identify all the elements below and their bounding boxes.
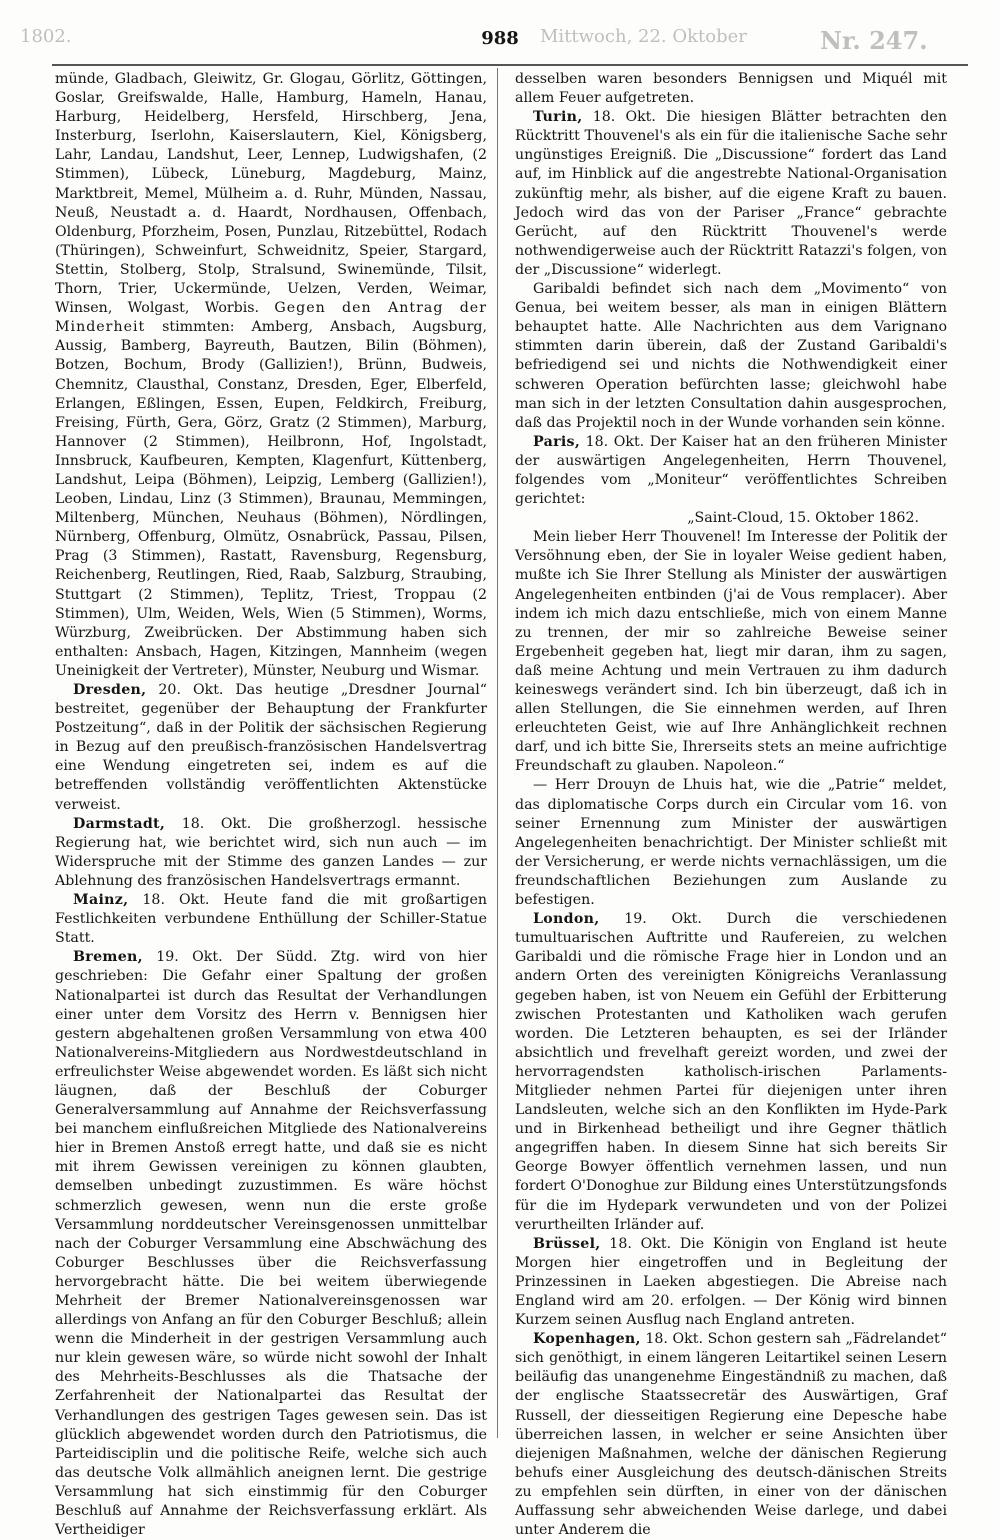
article-turin xyxy=(515,108,947,280)
dateline-darmstadt: Darmstadt, xyxy=(73,815,166,832)
article-drouyn: — Herr Drouyn de Lhuis hat, wie die „Patrie“ meldet, das diplomatische Corps durch ein Circular vom 16. von seiner Ernennung zum Minister der auswärtigen Angelegenheiten benachrichtigt. Der Minister schließt mit der Versicherung, er werde nichts vernachlässigen, um die freundschaftlichen Beziehungen zum Auslande zu befestigen. xyxy=(515,777,947,909)
article-london xyxy=(515,910,947,1235)
letter-place-date: „Saint-Cloud, 15. Oktober 1862. xyxy=(687,510,919,527)
article-dresden xyxy=(55,681,487,815)
article-turin-text: 18. Okt. Die hiesigen Blätter betrachten den Rücktritt Thouvenel's als ein für die italienische Sache sehr ungünstiges Ereigniß. Die „Discussione“ fordert das Land auf, im Hinblick auf die angestrebte National-Organisation zukünftig mehr, als bisher, auf die eigene Kraft zu bauen. Jedoch wird das von der Pariser „France“ gebrachte Gerücht, auf den Rücktritt Thouvenel's werde nothwendigerweise auch der Rücktritt Ratazzi's folgen, von der „Discussione“ widerlegt. xyxy=(515,109,948,278)
article-bremen-text: 19. Okt. Der Südd. Ztg. wird von hier geschrieben: Die Gefahr einer Spaltung der großen Nationalpartei ist durch das Resultat der Verhandlungen einer unter dem Vorsitz des Herrn v. Bennigsen hier gestern abgehaltenen großen Versammlung von etwa 400 Nationalvereins-Mitgliedern aus Nordwestdeutschland in erfreulichster Weise abgewendet worden. Es läßt sich nicht läugnen, daß der Beschluß der Coburger Generalversammlung auf Annahme der Reichsverfassung bei manchem einflußreichen Mitgliede des Nationalvereins hier in Bremen Anstoß erregt hatte, und daß sie es nicht mit ihrem Gewissen vereinigen zu können glaubten, demselben unbedingt zuzustimmen. Es wäre höchst schmerzlich gewesen, wenn nun die erste große Versammlung norddeutscher Vereinsgenossen unmittelbar nach der Coburger Versammlung eine Abschwächung des Coburger Beschlusses über die Reichsverfassung hervorgebracht hätte. Die bei weitem überwiegende Mehrheit der Bremer Nationalvereinsgenossen war allerdings von Anfang an für den Coburger Beschluß; allein wenn die Minderheit in der gestrigen Versammlung auch nur klein gewesen wäre, so würde nicht sowohl der Inhalt des Mehrheits-Beschlusses als die Thatsache der Zerfahrenheit der Nationalpartei das Resultat der Verhandlungen des gestrigen Tages gewesen sein. Das ist glücklich abgewendet worden durch den Patriotismus, die Parteidisciplin und die politische Reife, welche sich auch das deutsche Volk allmählich aneignen lernt. Die gestrige Versammlung hat sich einstimmig für den Coburger Beschluß auf Annahme der Reichsverfassung erklärt. Als Vertheidiger xyxy=(55,949,487,1539)
dateline-mainz: Mainz, xyxy=(73,892,129,909)
dateline-bremen: Bremen, xyxy=(73,949,143,966)
dateline-paris: Paris, xyxy=(533,433,581,450)
dateline-copenhagen: Kopenhagen, xyxy=(533,1331,641,1348)
left-column xyxy=(55,70,487,1540)
header-rule xyxy=(52,64,968,66)
minority-vote-lead: Gegen den Antrag der Minderheit xyxy=(55,300,487,336)
article-garibaldi: Garibaldi befindet sich nach dem „Movimento“ von Genua, bei weitem besser, als man in einigen Blättern behauptet hatte. Alle Nachrichten aus dem Varignano stimmten darin überein, daß der Zustand Garibaldi's befriedigend sei und nichts die Nothwendigkeit einer schweren Operation befürchten lasse; gleichwohl habe man sich in der letzten Consultation dahin ausgesprochen, daß das Projektil noch in der Wunde vorhanden sein könne. xyxy=(515,281,947,431)
article-mainz xyxy=(55,891,487,948)
imperial-letter xyxy=(515,528,947,776)
letter-signature: Napoleon.“ xyxy=(703,758,785,775)
vote-list-text: münde, Gladbach, Gleiwitz, Gr. Glogau, Görlitz, Göttingen, Goslar, Greifswalde, Halle, Hamburg, Hameln, Hanau, Harburg, Heidelberg, Hersfeld, Hirschberg, Jena, Insterburg, Iserlohn, Kaiserslautern, Kiel, Königsberg, Lahr, Landau, Landshut, Leer, Lennep, Ludwigshafen, (2 Stimmen), Lübeck, Lüneburg, Magdeburg, Mainz, Marktbreit, Memel, Mülheim a. d. Ruhr, Münden, Nassau, Neuß, Neustadt a. d. Haardt, Nordhausen, Offenbach, Oldenburg, Pforzheim, Posen, Punzlau, Ritzebüttel, Rodach (Thüringen), Schweinfurt, Schweidnitz, Speier, Stargard, Stettin, Stolberg, Stolp, Stralsund, Swinemünde, Tilsit, Thorn, Trier, Uckermünde, Uelzen, Verden, Weimar, Winsen, Wolgast, Worbis. xyxy=(55,71,487,317)
vote-list-paragraph xyxy=(55,70,487,681)
page-number: 988 xyxy=(481,28,519,49)
article-darmstadt-text: 18. Okt. Die großherzogl. hessische Regierung hat, wie berichtet wird, sich nun auch — im Widerspruche mit der Stimme des ganzen Landes — zur Ablehnung des französischen Handelsvertrags ermannt. xyxy=(55,815,487,889)
article-dresden-text: 20. Okt. Das heutige „Dresdner Journal“ bestreitet, gegenüber der Behauptung der Frankfurter Postzeitung“, daß in der Politik der sächsischen Regierung in Bezug auf den preußisch-französischen Handelsvertrag eine Wendung eingetreten sei, indem es auf die betreffenden vollständig veröffentlichten Aktenstücke verweist. xyxy=(55,682,487,813)
article-copenhagen xyxy=(515,1330,947,1540)
article-bremen-continued: desselben waren besonders Bennigsen und Miquél mit allem Feuer aufgetreten. xyxy=(515,71,947,107)
article-darmstadt xyxy=(55,815,487,891)
bleed-through-issue: Nr. 247. xyxy=(820,26,928,55)
right-column xyxy=(515,70,947,1540)
article-paris-text: 18. Okt. Der Kaiser hat an den früheren Minister der auswärtigen Angelegenheiten, Herrn Thouvenel, folgendes vom „Moniteur“ veröffentlichtes Schreiben gerichtet: xyxy=(515,433,947,508)
column-divider xyxy=(497,68,498,1438)
imperial-letter-text: Mein lieber Herr Thouvenel! Im Interesse der Politik der Versöhnung eben, der Sie in loyaler Weise gedient haben, mußte ich Sie Ihrer Stellung als Minister der auswärtigen Angelegenheiten entbinden (j'ai de Vous remplacer). Aber indem ich mich dazu entschließe, mich von einem Manne zu trennen, der mir so zahlreiche Beweise seiner Ergebenheit gegeben hat, liegt mir daran, ihm zu sagen, daß meine Achtung und mein Vertrauen zu ihm dadurch keineswegs verändert sind. Ich bin überzeugt, daß ich in allen Stellungen, die Sie einnehmen werden, auf Ihren erleuchteten Geist, wie auf Ihre Anhänglichkeit rechnen darf, und ich bitte Sie, Ihrerseits stets an meine aufrichtige Freundschaft zu glauben. xyxy=(515,529,947,775)
article-london-text: 19. Okt. Durch die verschiedenen tumultuarischen Auftritte und Raufereien, zu welchen Garibaldi und die römische Frage hier in London und an andern Orten des vereinigten Königreichs Veranlassung gegeben haben, ist von Neuem ein Gefühl der Erbitterung zwischen Protestanten und Katholiken wach gerufen worden. Die Letzteren behaupten, es sei der Irländer absichtlich und frevelhaft gereizt worden, und zwei der hervorragendsten katholisch-irischen Parlaments-Mitglieder nehmen Partei für diejenigen unter ihren Landsleuten, welche sich an den Konflikten im Hyde-Park und in Birkenhead betheiligt und ihre Gegner thätlich angegriffen haben. In diesem Sinne hat sich bereits Sir George Bowyer öffentlich vernehmen lassen, und nun fordert O'Donoghue zur Bildung eines Unterstützungsfonds für die im Hydepark verwundeten und von der Polizei verurtheilten Irländer auf. xyxy=(515,911,948,1233)
article-bremen xyxy=(55,948,487,1540)
dateline-london: London, xyxy=(533,911,600,928)
article-brussels xyxy=(515,1235,947,1330)
article-brussels-text: 18. Okt. Die Königin von England ist heute Morgen hier eingetroffen und in Begleitung der Prinzessinen in Laeken abgestiegen. Die Abreise nach England wird am 20. erfolgen. — Der König wird binnen Kurzem seinen Ausflug nach England antreten. xyxy=(515,1235,947,1329)
bleed-through-year: 1802. xyxy=(20,26,72,47)
bleed-through-date: Mittwoch, 22. Oktober xyxy=(540,26,747,47)
article-mainz-text: 18. Okt. Heute fand die mit großartigen Festlichkeiten verbundene Enthüllung der Schiller-Statue Statt. xyxy=(55,892,487,947)
dateline-dresden: Dresden, xyxy=(73,682,147,698)
dateline-turin: Turin, xyxy=(533,109,583,126)
article-copenhagen-text: 18. Okt. Schon gestern sah „Fädrelandet“ sich genöthigt, in einem längeren Leitartikel seinen Lesern beiläufig das unangenehme Eingeständniß zu machen, daß der englische Staatssecretär des Auswärtigen, Graf Russell, der diesseitigen Regierung eine Depesche habe überreichen lassen, in welcher er seine Ansichten über diejenigen Maßnahmen, welche der dänischen Regierung behufs einer Ausgleichung des deutsch-dänischen Streits zu empfehlen sein dürften, in einer von der dänischen Auffassung sehr abweichenden Weise darlege, und dabei unter Anderem die xyxy=(515,1331,948,1539)
page-header xyxy=(0,26,1000,60)
dateline-brussels: Brüssel, xyxy=(533,1235,601,1252)
minority-vote-text: stimmten: Amberg, Ansbach, Augsburg, Aussig, Bamberg, Bayreuth, Bautzen, Bilin (Böhmen), Botzen, Bochum, Brody (Gallizien!), Brünn, Budweis, Chemnitz, Clausthal, Constanz, Dresden, Eger, Elberfeld, Erlangen, Eßlingen, Essen, Eupen, Feldkirch, Freiburg, Freising, Fürth, Gera, Görz, Gratz (2 Stimmen), Marburg, Hannover (2 Stimmen), Heilbronn, Hof, Ingolstadt, Innsbruck, Kaufbeuren, Kempten, Klagenfurt, Küttenberg, Landshut, Leipa (Böhmen), Leipzig, Lemberg (Gallizien!), Leoben, Lindau, Linz (3 Stimmen), Braunau, Memmingen, Miltenberg, München, Neuhaus (Böhmen), Nördlingen, Nürnberg, Offenburg, Olmütz, Osnabrück, Passau, Pilsen, Prag (3 Stimmen), Rastatt, Ravensburg, Regensburg, Reichenberg, Reutlingen, Ried, Raab, Salzburg, Straubing, Stuttgart (2 Stimmen), Teplitz, Triest, Troppau (2 Stimmen), Ulm, Weiden, Wels, Wien (5 Stimmen), Worms, Würzburg, Zweibrücken. Der Abstimmung haben sich enthalten: Ansbach, Hagen, Kitzingen, Mannheim (wegen Uneinigkeit der Vertreter), Münster, Neuburg und Wismar. xyxy=(55,319,487,679)
article-paris xyxy=(515,433,947,509)
